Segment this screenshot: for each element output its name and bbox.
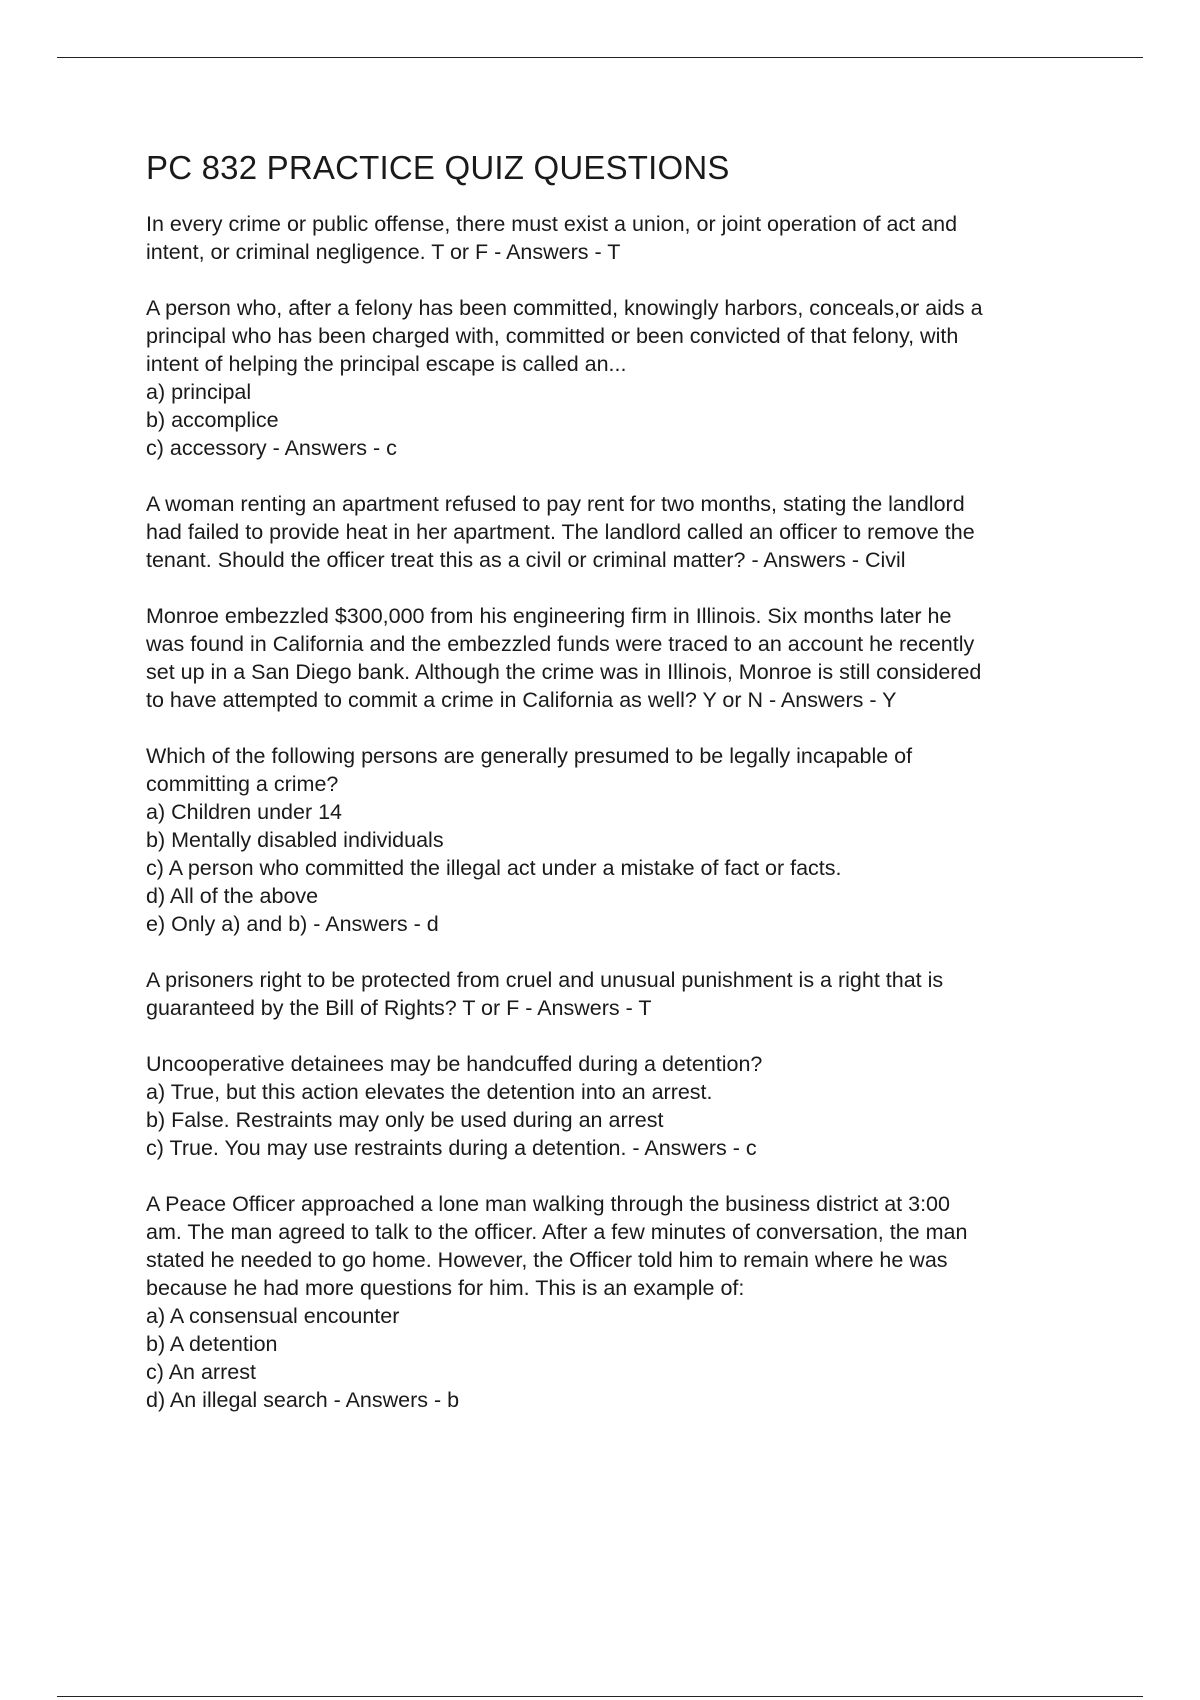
question-text-line: Which of the following persons are generally presumed to be legally incapable of (146, 744, 913, 768)
question-text-line: b) accomplice (146, 408, 279, 432)
question-text-line: Monroe embezzled $300,000 from his engineering firm in Illinois. Six months later he (146, 604, 952, 628)
question-text-line: a) Children under 14 (146, 800, 343, 824)
question-block (146, 1190, 1096, 1414)
question-text-line: because he had more questions for him. This is an example of: (146, 1276, 745, 1300)
question-text-line: intent of helping the principal escape is called an... (146, 352, 627, 376)
question-text-line: A person who, after a felony has been committed, knowingly harbors, conceals,or aids a (146, 296, 983, 320)
bottom-divider (57, 1696, 1143, 1697)
question-text-line: d) All of the above (146, 884, 319, 908)
question-block (146, 742, 1096, 938)
question-list (146, 210, 1096, 1414)
question-text-line: a) True, but this action elevates the detention into an arrest. (146, 1080, 713, 1104)
question-text-line: b) A detention (146, 1332, 278, 1356)
question-text-line: stated he needed to go home. However, the Officer told him to remain where he was (146, 1248, 948, 1272)
question-text-line: set up in a San Diego bank. Although the crime was in Illinois, Monroe is still considered (146, 660, 982, 684)
question-text-line: tenant. Should the officer treat this as a civil or criminal matter? - Answers - Civil (146, 548, 906, 572)
question-block (146, 1050, 1096, 1162)
question-text-line: am. The man agreed to talk to the officer. After a few minutes of conversation, the man (146, 1220, 968, 1244)
question-text-line: c) True. You may use restraints during a detention. - Answers - c (146, 1136, 757, 1160)
question-text-line: A woman renting an apartment refused to pay rent for two months, stating the landlord (146, 492, 965, 516)
question-block (146, 210, 1096, 266)
question-text-line: d) An illegal search - Answers - b (146, 1388, 460, 1412)
top-divider (57, 57, 1143, 58)
question-text-line: b) False. Restraints may only be used during an arrest (146, 1108, 664, 1132)
question-text-line: c) A person who committed the illegal act under a mistake of fact or facts. (146, 856, 842, 880)
question-block (146, 294, 1096, 462)
question-text-line: was found in California and the embezzled funds were traced to an account he recently (146, 632, 975, 656)
question-block (146, 602, 1096, 714)
question-text-line: a) A consensual encounter (146, 1304, 400, 1328)
page-title: PC 832 PRACTICE QUIZ QUESTIONS (146, 149, 730, 186)
question-text-line: had failed to provide heat in her apartment. The landlord called an officer to remove the (146, 520, 975, 544)
question-text-line: a) principal (146, 380, 252, 404)
question-text-line: guaranteed by the Bill of Rights? T or F - Answers - T (146, 996, 652, 1020)
question-text-line: b) Mentally disabled individuals (146, 828, 444, 852)
question-block (146, 966, 1096, 1022)
question-text-line: c) An arrest (146, 1360, 256, 1384)
question-text-line: e) Only a) and b) - Answers - d (146, 912, 439, 936)
question-text-line: In every crime or public offense, there must exist a union, or joint operation of act and (146, 212, 958, 236)
question-text-line: committing a crime? (146, 772, 339, 796)
question-block (146, 490, 1096, 574)
question-text-line: intent, or criminal negligence. T or F - Answers - T (146, 240, 621, 264)
question-text-line: Uncooperative detainees may be handcuffed during a detention? (146, 1052, 763, 1076)
question-text-line: A Peace Officer approached a lone man walking through the business district at 3:00 (146, 1192, 950, 1216)
question-text-line: principal who has been charged with, committed or been convicted of that felony, with (146, 324, 959, 348)
question-text-line: to have attempted to commit a crime in California as well? Y or N - Answers - Y (146, 688, 897, 712)
question-text-line: c) accessory - Answers - c (146, 436, 397, 460)
document-body (146, 146, 1096, 1442)
question-text-line: A prisoners right to be protected from cruel and unusual punishment is a right that is (146, 968, 944, 992)
